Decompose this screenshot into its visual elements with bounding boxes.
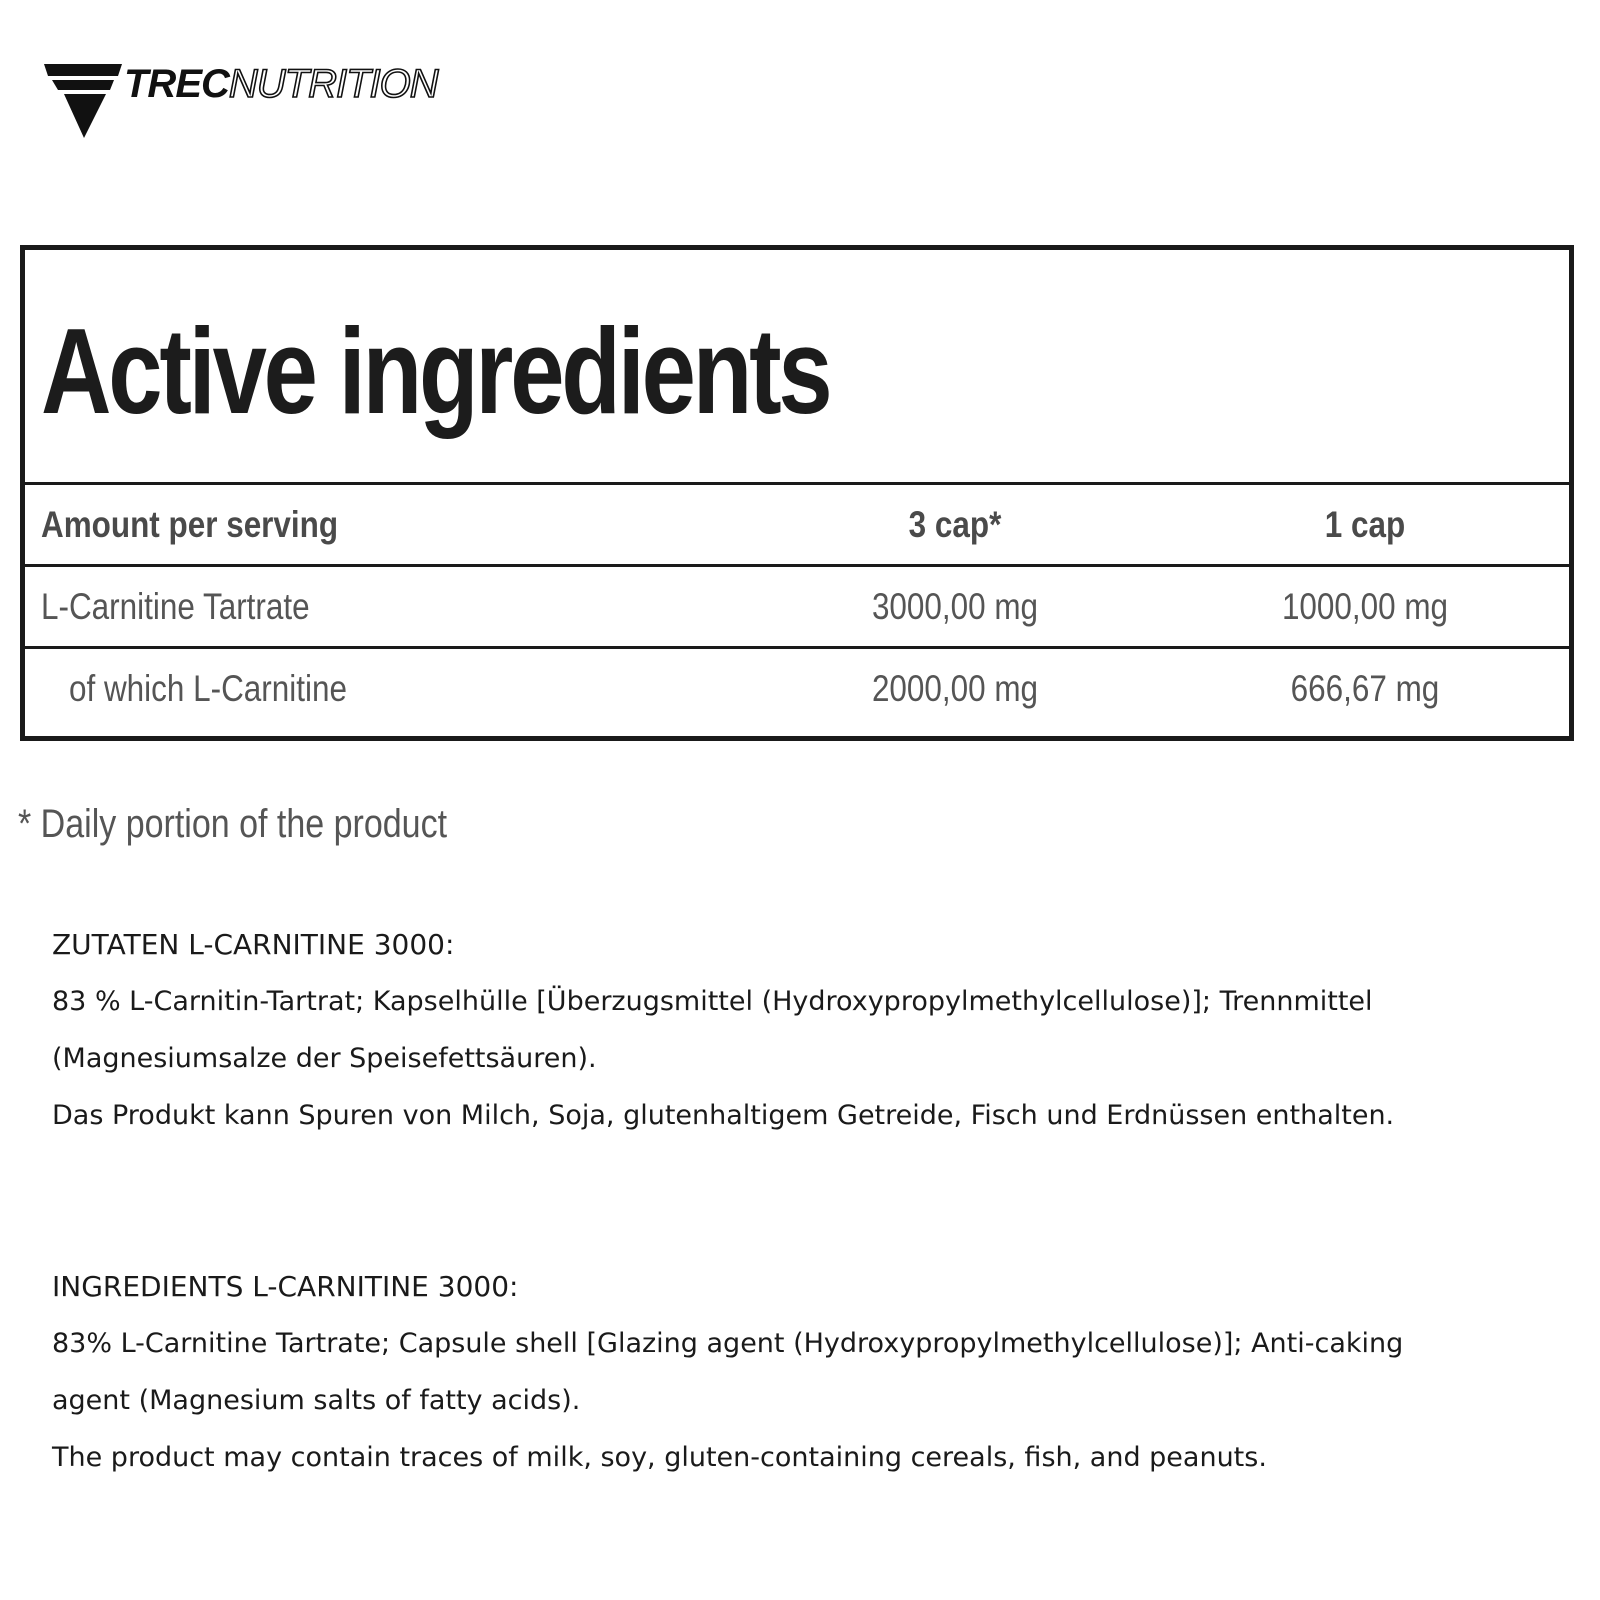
brand-name-light: NUTRITION xyxy=(228,62,438,106)
header-label: Amount per serving xyxy=(41,504,339,545)
table-row xyxy=(25,567,1569,647)
section-line: 83% L-Carnitine Tartrate; Capsule shell [Glazing agent (Hydroxypropylmethylcellulose)]; Anti-caking xyxy=(52,1328,1404,1359)
table-header-row xyxy=(25,485,1569,565)
panel-title: Active ingredients xyxy=(41,303,830,439)
brand-wordmark xyxy=(124,60,438,108)
ingredient-name: L-Carnitine Tartrate xyxy=(41,586,310,627)
english-ingredients-section xyxy=(52,1259,1552,1486)
section-line: The product may contain traces of milk, soy, gluten-containing cereals, fish, and peanuts. xyxy=(52,1442,1267,1473)
footnote: * Daily portion of the product xyxy=(18,802,448,846)
active-ingredients-panel xyxy=(20,245,1574,741)
ingredient-amount-1cap: 666,67 mg xyxy=(1290,668,1440,709)
brand-name-bold: TREC xyxy=(124,62,229,106)
ingredient-amount-1cap: 1000,00 mg xyxy=(1281,586,1449,627)
section-line: agent (Magnesium salts of fatty acids). xyxy=(52,1385,581,1416)
brand-logo xyxy=(44,60,514,140)
german-ingredients-section xyxy=(52,917,1552,1144)
ingredient-amount-3cap: 3000,00 mg xyxy=(871,586,1039,627)
section-heading: INGREDIENTS L-CARNITINE 3000: xyxy=(52,1270,519,1303)
section-line: 83 % L-Carnitin-Tartrat; Kapselhülle [Überzugsmittel (Hydroxypropylmethylcellulose)]; Trennmittel xyxy=(52,986,1373,1017)
header-col-1cap: 1 cap xyxy=(1324,504,1406,545)
trec-logo-icon xyxy=(44,60,124,140)
ingredient-name: of which L-Carnitine xyxy=(69,668,347,709)
section-line: (Magnesiumsalze der Speisefettsäuren). xyxy=(52,1043,597,1074)
ingredient-amount-3cap: 2000,00 mg xyxy=(871,668,1039,709)
header-col-3cap: 3 cap* xyxy=(908,504,1002,545)
table-row xyxy=(25,649,1569,729)
section-heading: ZUTATEN L-CARNITINE 3000: xyxy=(52,928,455,961)
section-line: Das Produkt kann Spuren von Milch, Soja, glutenhaltigem Getreide, Fisch und Erdnüssen enthalten. xyxy=(52,1100,1395,1131)
